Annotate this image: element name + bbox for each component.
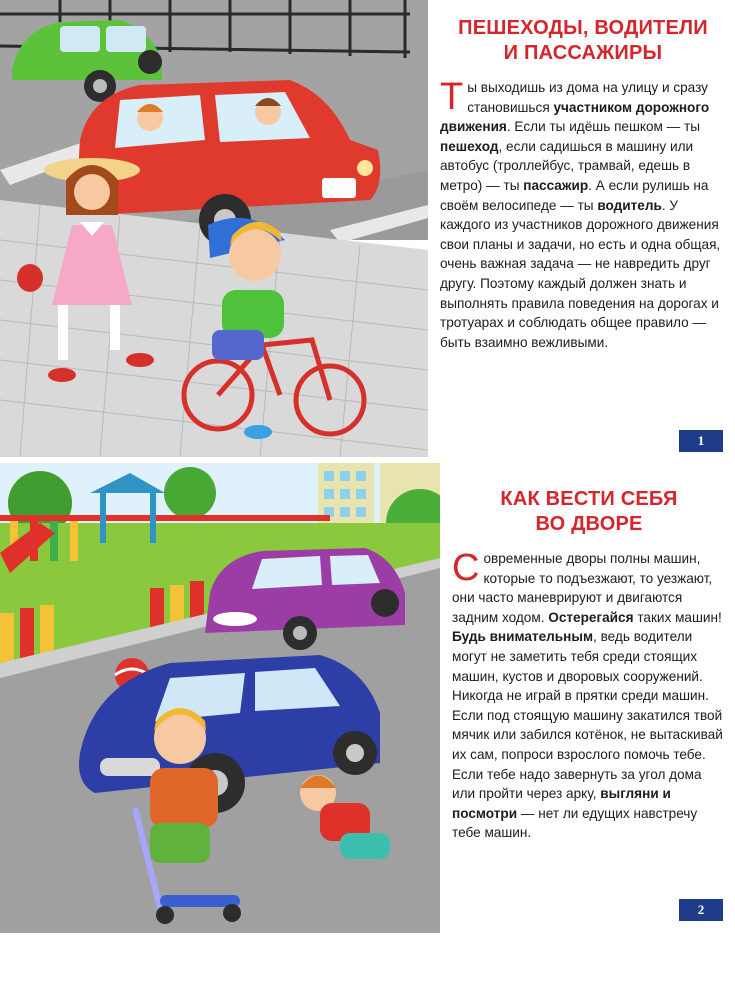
title-line: ВО ДВОРЕ	[535, 513, 643, 535]
text-run: . У каждого из участников дорожного движения свои планы и задачи, но есть и одна общая, очень важная задача — не навредить друг другу. Поэтому каждый должен знать и выполнять правила поведения на дорогах и тротуарах и соблюдать общее правило — быть взаимно вежливыми.	[440, 197, 721, 350]
text-run: . А если рулишь на своём велосипеде — ты	[440, 177, 709, 213]
page-number-badge: 1	[679, 430, 723, 452]
title-line: И ПАССАЖИРЫ	[503, 42, 663, 64]
text-run: ы выходишь из дома на улицу и сразу становишься	[467, 80, 708, 115]
section-courtyard-behavior	[0, 463, 735, 933]
bold-term: Остерегайся	[548, 609, 634, 625]
bold-term: пассажир	[523, 177, 589, 193]
title-line: ПЕШЕХОДЫ, ВОДИТЕЛИ	[458, 17, 708, 39]
drop-cap: С	[452, 547, 480, 589]
bold-term: выгляни и посмотри	[452, 786, 671, 821]
bold-term: водитель	[597, 197, 662, 213]
text-run: , если садишься в машину или автобус (троллейбус, трамвай, едешь в метро) — ты	[440, 138, 694, 193]
courtyard-illustration	[0, 463, 440, 933]
text-run: , ведь водители могут не заметить тебя среди стоящих машин, кустов и дворовых сооружений. Никогда не играй в прятки среди машин. Если под стоящую машину закатился твой мячик или забился котёнок, не вытаскивай их сам, попроси взрослого помочь тебе. Если тебе надо завернуть за угол дома или пройти через арку,	[452, 629, 723, 802]
section-title	[452, 487, 726, 537]
text-column	[440, 16, 726, 352]
section-pedestrians-drivers	[0, 0, 735, 457]
drop-cap: Т	[440, 76, 464, 118]
section-title	[440, 16, 726, 66]
text-run: таких машин!	[633, 609, 722, 625]
text-column	[452, 487, 726, 843]
text-run: . Если ты идёшь пешком — ты	[506, 119, 701, 135]
bold-term: пешеход	[440, 138, 499, 154]
body-paragraph	[440, 78, 726, 352]
title-line: КАК ВЕСТИ СЕБЯ	[500, 488, 678, 510]
bold-term: Будь внимательным	[452, 629, 594, 645]
bold-term: участником дорожного движения	[440, 99, 710, 135]
body-paragraph	[452, 549, 726, 843]
page-number-badge: 2	[679, 899, 723, 921]
street-illustration	[0, 0, 428, 457]
text-run: — нет ли едущих навстречу тебе машин.	[452, 805, 698, 841]
text-run: овременные дворы полны машин, которые то подъезжают, то уезжают, они часто маневрируют и двигаются задним ходом.	[452, 551, 713, 625]
